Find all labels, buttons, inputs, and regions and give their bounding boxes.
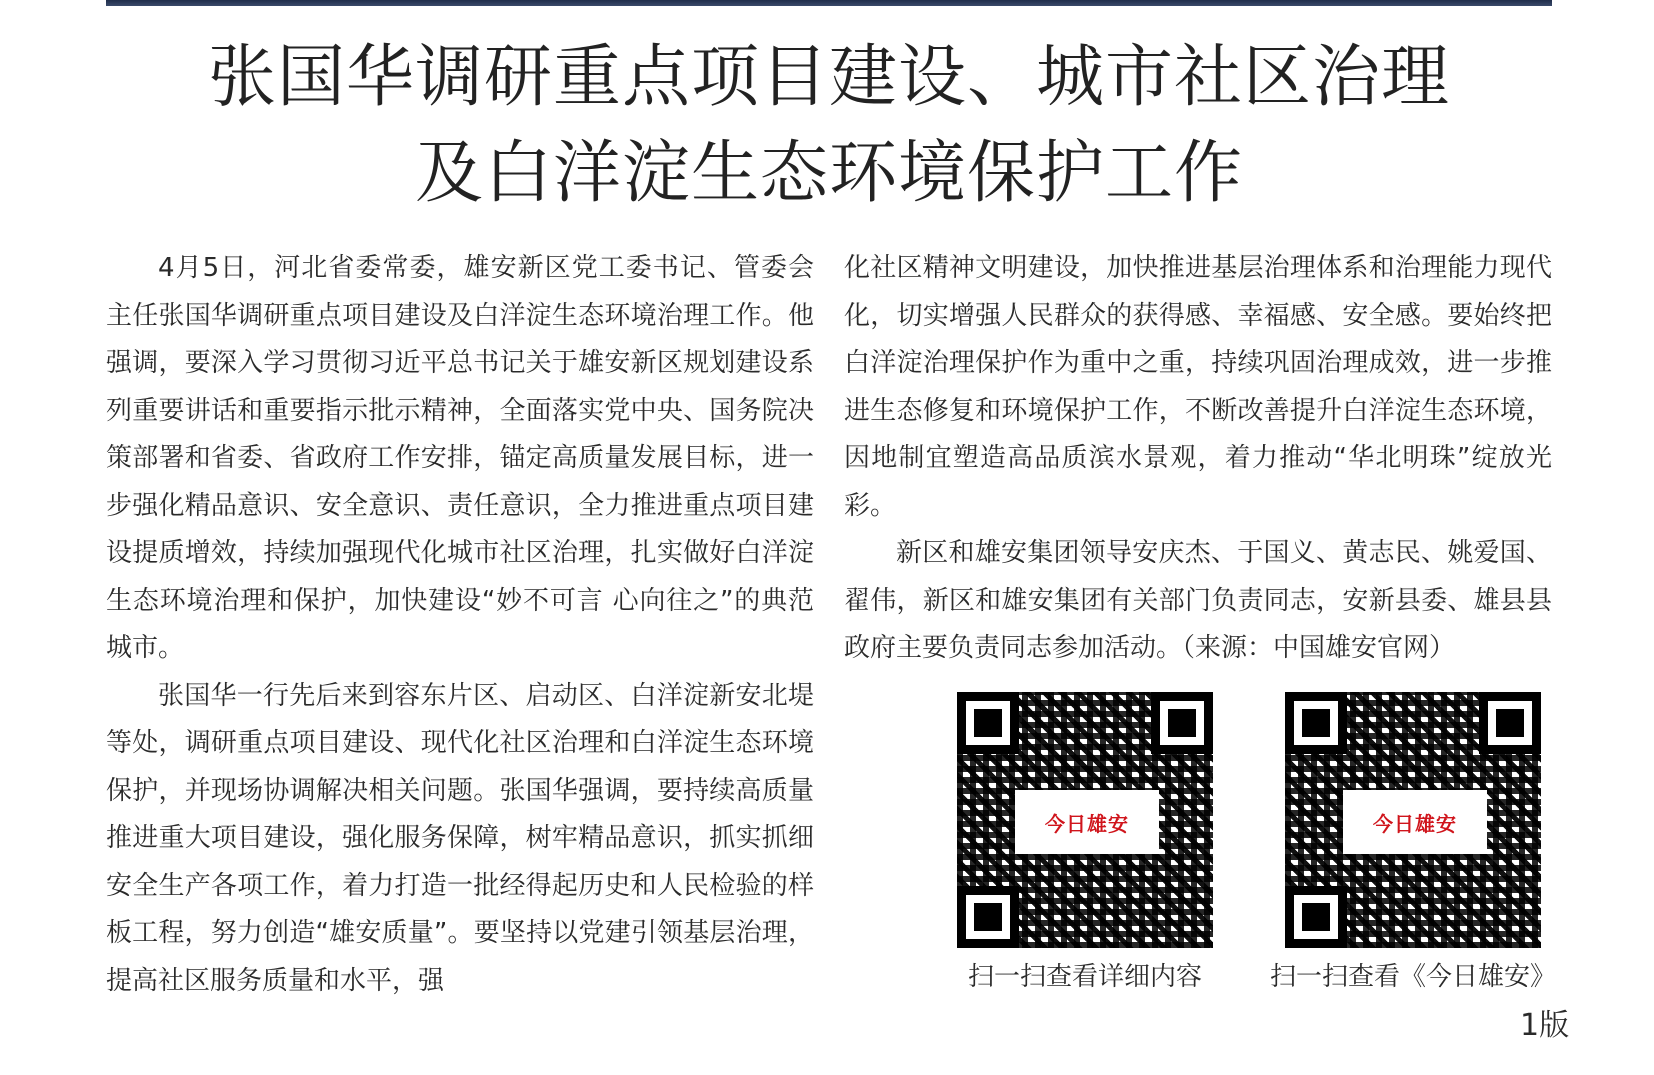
qr-caption: 扫一扫查看详细内容 — [967, 962, 1202, 992]
qr-block-newspaper — [1258, 692, 1568, 993]
qr-finder-pattern — [1285, 886, 1347, 948]
article-right-column — [844, 245, 1552, 673]
headline-line-1: 张国华调研重点项目建设、城市社区治理 — [207, 38, 1450, 117]
qr-logo — [1343, 790, 1487, 854]
article-left-column — [106, 245, 814, 1005]
qr-code-newspaper[interactable] — [1285, 692, 1541, 948]
qr-logo-text: 今日雄安 — [1373, 811, 1457, 836]
article-paragraph: 张国华一行先后来到容东片区、启动区、白洋淀新安北堤等处，调研重点项目建设、现代化社区治理和白洋淀生态环境保护，并现场协调解决相关问题。张国华强调，要持续高质量推进重大项目建设，强化服务保障，树牢精品意识，抓实抓细安全生产各项工作，着力打造一批经得起历史和人民检验的样板工程，努力创造“雄安质量”。要坚持以党建引领基层治理，提高社区服务质量和水平，强 — [106, 680, 814, 996]
page-number: 1版 — [1520, 1008, 1570, 1043]
qr-finder-pattern — [957, 886, 1019, 948]
top-rule-bar — [106, 0, 1552, 6]
article-paragraph: 新区和雄安集团领导安庆杰、于国义、黄志民、姚爱国、翟伟，新区和雄安集团有关部门负责同志，安新县委、雄县县政府主要负责同志参加活动。（来源：中国雄安官网） — [844, 538, 1552, 663]
headline — [106, 30, 1552, 222]
qr-block-details — [935, 692, 1235, 993]
qr-finder-pattern — [1479, 692, 1541, 754]
headline-line-2: 及白洋淀生态环境保护工作 — [414, 134, 1243, 213]
qr-finder-pattern — [957, 692, 1019, 754]
article-paragraph-continued: 化社区精神文明建设，加快推进基层治理体系和治理能力现代化，切实增强人民群众的获得感、幸福感、安全感。要始终把白洋淀治理保护作为重中之重，持续巩固治理成效，进一步推进生态修复和环境保护工作，不断改善提升白洋淀生态环境，因地制宜塑造高品质滨水景观，着力推动“华北明珠”绽放光彩。 — [844, 253, 1552, 521]
qr-finder-pattern — [1151, 692, 1213, 754]
article-paragraph: 4月5日，河北省委常委，雄安新区党工委书记、管委会主任张国华调研重点项目建设及白洋淀生态环境治理工作。他强调，要深入学习贯彻习近平总书记关于雄安新区规划建设系列重要讲话和重要指示批示精神，全面落实党中央、国务院决策部署和省委、省政府工作安排，锚定高质量发展目标，进一步强化精品意识、安全意识、责任意识，全力推进重点项目建设提质增效，持续加强现代化城市社区治理，扎实做好白洋淀生态环境治理和保护，加快建设“妙不可言 心向往之”的典范城市。 — [106, 253, 814, 663]
qr-finder-pattern — [1285, 692, 1347, 754]
qr-caption: 扫一扫查看《今日雄安》 — [1269, 962, 1556, 992]
qr-logo-text: 今日雄安 — [1045, 811, 1129, 836]
qr-logo — [1015, 790, 1159, 854]
qr-code-details[interactable] — [957, 692, 1213, 948]
